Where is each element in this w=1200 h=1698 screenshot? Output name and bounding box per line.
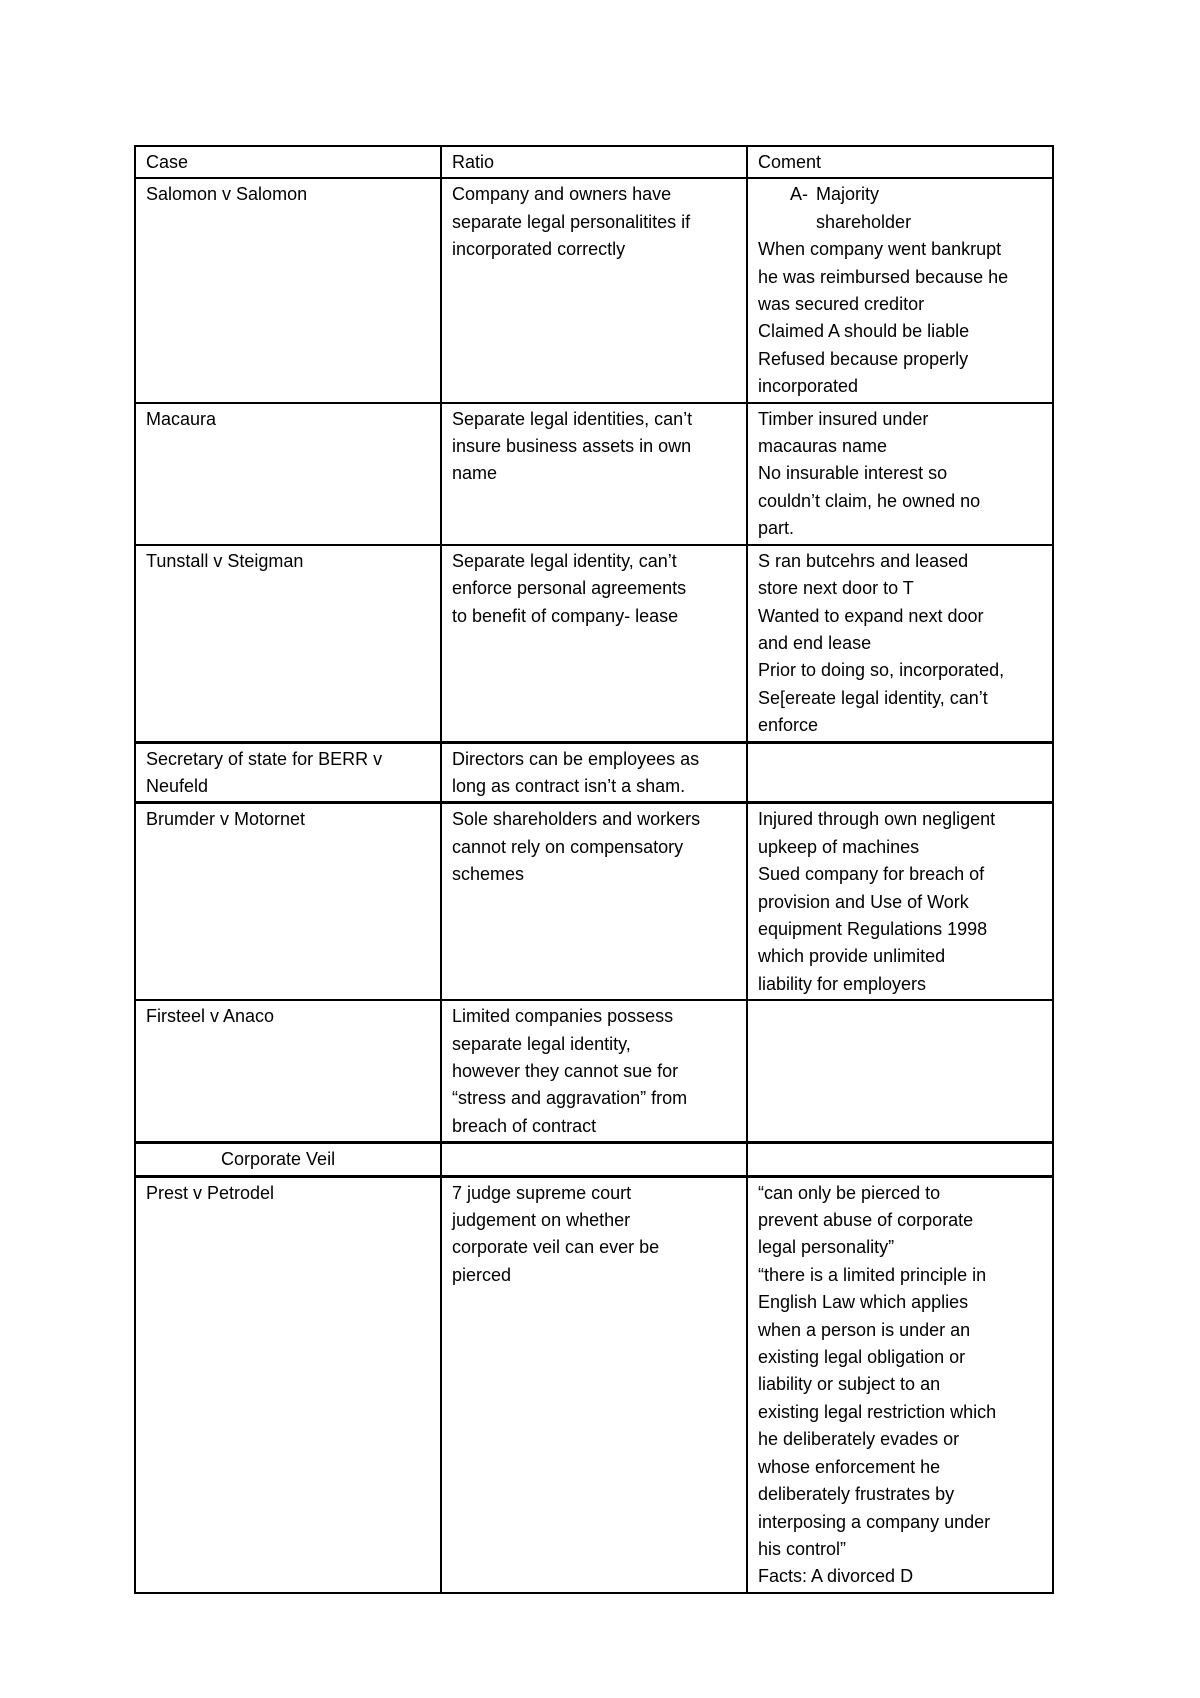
text-line: Company and owners have [452,184,672,205]
comment-cell [747,178,1053,402]
text-line: cannot rely on compensatory [452,836,684,857]
text-line: and end lease [758,632,872,653]
text-line: Separate legal identities, can’t [452,408,693,429]
text-line: English Law which applies [758,1292,969,1313]
text-line: Wanted to expand next door [758,605,984,626]
text-line: “stress and aggravation” from [452,1088,688,1109]
empty-cell [747,1143,1053,1176]
text-line: long as contract isn’t a sham. [452,775,686,796]
text-line: Secretary of state for BERR v [146,748,383,769]
case-cell: Prest v Petrodel [135,1176,441,1593]
comment-cell [747,403,1053,545]
text-line: liability for employers [758,973,927,994]
text-line: which provide unlimited [758,946,946,967]
text-line: interposing a company under [758,1511,991,1532]
text-line: Facts: A divorced D [758,1566,914,1587]
comment-cell [747,1176,1053,1593]
text-line: Claimed A should be liable [758,321,970,342]
list-marker: A- [790,184,808,205]
text-line: S ran butcehrs and leased [758,550,969,571]
header-comment: Coment [747,146,1053,178]
text-line: equipment Regulations 1998 [758,918,988,939]
text-line: was secured creditor [758,294,925,315]
text-line: shareholder [816,211,912,232]
text-line: separate legal identity, [452,1033,631,1054]
text-line: existing legal obligation or [758,1347,966,1368]
ratio-cell [441,742,747,803]
case-table [134,145,1054,1594]
case-cell [135,742,441,803]
text-line: insure business assets in own [452,436,692,457]
text-line: upkeep of machines [758,836,920,857]
section-cell [135,1143,441,1176]
text-line: name [452,463,498,484]
table-row [135,403,1053,545]
ratio-cell [441,1000,747,1143]
text-line: No insurable interest so [758,463,948,484]
text-line: Limited companies possess [452,1006,674,1027]
text-line: deliberately frustrates by [758,1484,955,1505]
text-line: when a person is under an [758,1319,971,1340]
text-line: macauras name [758,436,888,457]
text-line: incorporated correctly [452,239,626,260]
text-line: prevent abuse of corporate [758,1210,974,1231]
text-line: schemes [452,864,525,885]
list-item-text [816,181,1042,236]
table-row [135,803,1053,1000]
text-line: store next door to T [758,578,914,599]
text-line: enforce [758,715,819,736]
text-line: to benefit of company- lease [452,605,679,626]
text-line: Directors can be employees as [452,748,700,769]
case-cell: Firsteel v Anaco [135,1000,441,1143]
text-line: provision and Use of Work [758,891,969,912]
text-line: liability or subject to an [758,1374,941,1395]
text-line: his control” [758,1538,847,1559]
text-line: existing legal restriction which [758,1401,997,1422]
text-line: incorporated [758,376,859,397]
table-row [135,1176,1053,1593]
text-line: “can only be pierced to [758,1182,941,1203]
case-cell: Macaura [135,403,441,545]
text-line: he was reimbursed because he [758,266,1009,287]
ratio-cell [441,178,747,402]
table-row [135,178,1053,402]
text-line: Separate legal identity, can’t [452,550,677,571]
text-line: Se[ereate legal identity, can’t [758,687,988,708]
table-header-row [135,146,1053,178]
text-line: however they cannot sue for [452,1061,679,1081]
text-line: Neufeld [146,775,209,796]
comment-cell [747,803,1053,1000]
text-line: When company went bankrupt [758,239,1002,260]
text-line: part. [758,518,795,539]
text-line: Timber insured under [758,408,929,429]
header-case: Case [135,146,441,178]
comment-cell [747,545,1053,742]
text-line: Sued company for breach of [758,864,985,885]
table-row [135,742,1053,803]
comment-cell [747,1000,1053,1143]
section-heading: Corporate Veil [221,1149,336,1170]
text-line: Majority [816,184,880,205]
table-row [135,545,1053,742]
text-line: Prior to doing so, incorporated, [758,660,1005,681]
case-cell: Salomon v Salomon [135,178,441,402]
text-line: “there is a limited principle in [758,1264,987,1285]
numbered-list-item [758,181,1042,236]
text-line: whose enforcement he [758,1456,941,1477]
text-line: separate legal personalitites if [452,211,691,232]
ratio-cell [441,545,747,742]
table-row [135,1000,1053,1143]
section-row [135,1143,1053,1176]
text-line: corporate veil can ever be [452,1237,660,1258]
empty-cell [441,1143,747,1176]
text-line: Refused because properly [758,348,969,369]
text-line: pierced [452,1264,512,1285]
case-cell: Brumder v Motornet [135,803,441,1000]
text-line: judgement on whether [452,1210,631,1231]
ratio-cell [441,803,747,1000]
text-line: legal personality” [758,1237,895,1258]
text-line: he deliberately evades or [758,1429,960,1450]
text-line: Sole shareholders and workers [452,809,701,830]
ratio-cell [441,1176,747,1593]
ratio-cell [441,403,747,545]
text-line: 7 judge supreme court [452,1182,632,1203]
text-line: breach of contract [452,1115,597,1136]
text-line: enforce personal agreements [452,578,687,599]
case-cell: Tunstall v Steigman [135,545,441,742]
comment-cell [747,742,1053,803]
text-line: Injured through own negligent [758,809,996,830]
header-ratio: Ratio [441,146,747,178]
text-line: couldn’t claim, he owned no [758,490,981,511]
